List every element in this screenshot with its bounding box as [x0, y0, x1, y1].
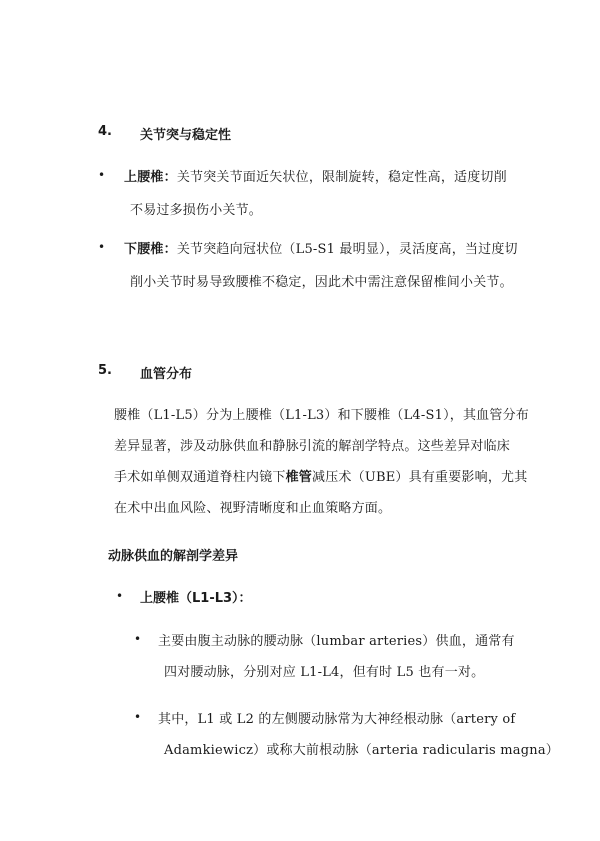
bullet-text: 关节突关节面近矢状位，限制旋转，稳定性高，适度切削 [176, 170, 507, 185]
bullet-marker: • [134, 632, 142, 646]
sub-bullet-1-line2: 四对腰动脉，分别对应 L1-L4，但有时 L5 也有一对。 [164, 665, 485, 680]
bullet-upper-lumbar-line1 [124, 166, 507, 185]
bullet-marker: • [98, 168, 106, 182]
bullet-text: 关节突趋向冠状位（L5-S1 最明显），灵活度高，当过度切 [176, 242, 518, 257]
upper-lumbar-label: 上腰椎（L1-L3）： [140, 591, 252, 606]
bullet-upper-lumbar-line2: 不易过多损伤小关节。 [130, 203, 263, 218]
bullet-colon: ： [163, 170, 177, 185]
bullet-marker: • [98, 240, 106, 254]
sub-bullet-1-line1: 主要由腹主动脉的腰动脉（lumbar arteries）供血，通常有 [158, 634, 515, 649]
paragraph-line-1: 腰椎（L1-L5）分为上腰椎（L1-L3）和下腰椎（L4-S1），其血管分布 [114, 408, 529, 423]
section-5-title: 血管分布 [140, 367, 193, 382]
bullet-term: 下腰椎 [124, 242, 164, 257]
section-5-number: 5. [98, 363, 112, 378]
sub-bullet-2-line2: Adamkiewicz）或称大前根动脉（arteria radicularis magna） [164, 743, 559, 758]
bullet-lower-lumbar-line1 [124, 238, 518, 257]
bullet-term: 上腰椎 [124, 170, 164, 185]
bullet-colon: ： [163, 242, 177, 257]
section-4-title: 关节突与稳定性 [140, 128, 232, 143]
bullet-marker: • [134, 710, 142, 724]
paragraph-bold-term: 椎管 [285, 470, 313, 485]
subheading-arterial-supply: 动脉供血的解剖学差异 [108, 549, 239, 564]
paragraph-line-2: 差异显著，涉及动脉供血和静脉引流的解剖学特点。这些差异对临床 [114, 439, 511, 454]
paragraph-text: 减压术（UBE）具有重要影响，尤其 [312, 470, 528, 485]
sub-bullet-2-line1: 其中，L1 或 L2 的左侧腰动脉常为大神经根动脉（artery of [158, 712, 516, 727]
paragraph-line-4: 在术中出血风险、视野清晰度和止血策略方面。 [114, 501, 392, 516]
bullet-marker: • [116, 589, 124, 603]
paragraph-text: 手术如单侧双通道脊柱内镜下 [114, 470, 286, 485]
paragraph-line-3 [114, 466, 527, 485]
section-4-number: 4. [98, 124, 112, 139]
bullet-lower-lumbar-line2: 削小关节时易导致腰椎不稳定，因此术中需注意保留椎间小关节。 [130, 275, 513, 290]
